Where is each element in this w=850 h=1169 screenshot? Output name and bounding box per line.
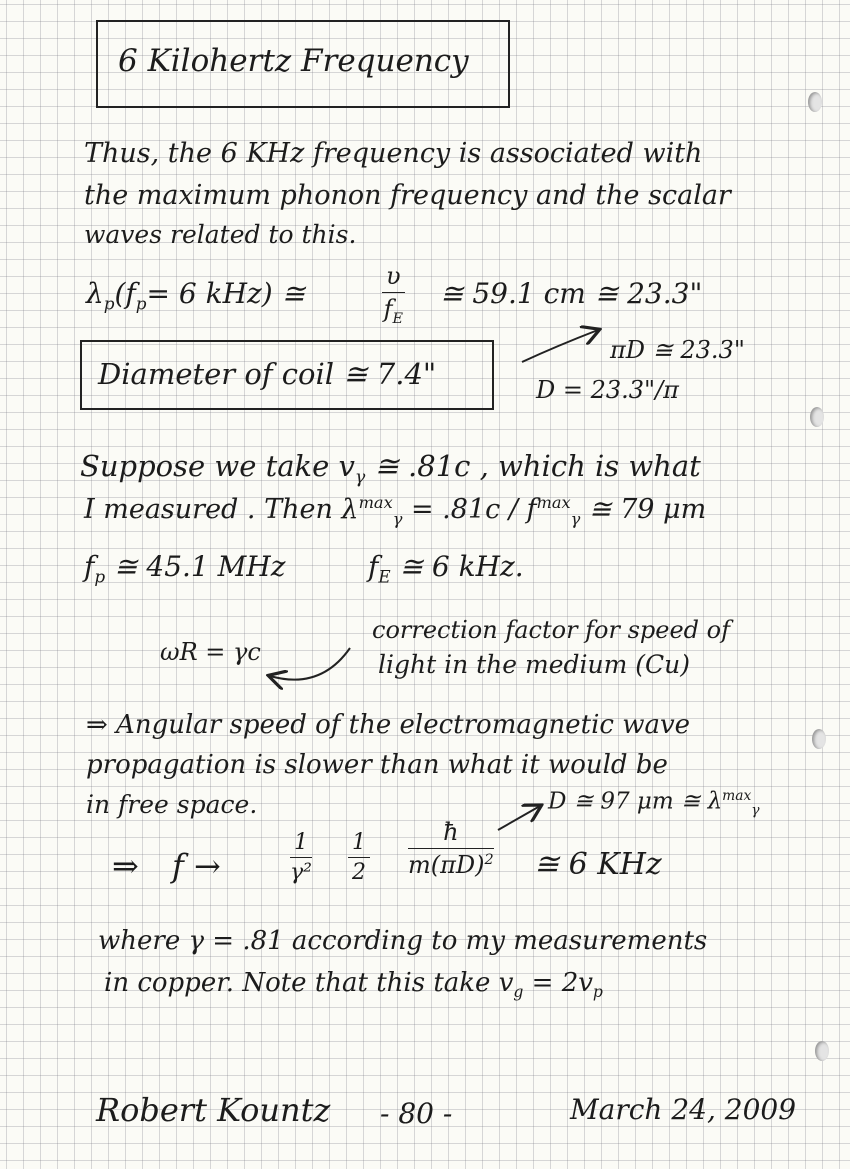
d-note: D ≅ 97 μm ≅ $\lambda^{max}_\gamma$ bbox=[548, 788, 760, 819]
paragraph2-line2: I measured . Then $\lambda^{max}_\gamma = .81c / f^{max}_\gamma$ ≅ 79 μm bbox=[84, 493, 707, 529]
final-eq-frac3: $\frac{ħ}{m(\pi D)^2}$ bbox=[408, 818, 494, 879]
page-number: - 80 - bbox=[380, 1097, 453, 1130]
note-D: D = 23.3"/π bbox=[536, 376, 679, 404]
paragraph1-line2: the maximum phonon frequency and the scalar bbox=[84, 180, 731, 211]
lambda-equation-rhs: ≅ 59.1 cm ≅ 23.3" bbox=[440, 277, 703, 310]
note-piD: πD ≅ 23.3" bbox=[610, 336, 745, 364]
arrow-correction bbox=[270, 648, 350, 680]
omega-equation: ωR = γc bbox=[160, 638, 261, 666]
freq-fp: $f_p$ ≅ 45.1 MHz bbox=[84, 550, 286, 587]
author-signature: Robert Kountz bbox=[96, 1091, 331, 1129]
diameter-text: Diameter of coil ≅ 7.4" bbox=[98, 357, 437, 391]
page-title: 6 Kilohertz Frequency bbox=[118, 43, 469, 79]
final-eq-rhs: ≅ 6 KHz bbox=[534, 847, 662, 882]
paragraph4-line2: in copper. Note that this take $v_g = 2v_p$ bbox=[104, 968, 603, 1002]
correction-note-line2: light in the medium (Cu) bbox=[378, 650, 691, 679]
lambda-equation-lhs: $\lambda_p(f_p= 6$ kHz) ≅ bbox=[86, 277, 306, 314]
paragraph3-line2: propagation is slower than what it would be bbox=[86, 750, 668, 780]
date: March 24, 2009 bbox=[570, 1093, 797, 1126]
arrow-to-D bbox=[498, 806, 540, 830]
final-eq-f: f → bbox=[172, 847, 221, 885]
final-eq-implies: ⇒ bbox=[112, 847, 139, 885]
freq-fe: $f_E$ ≅ 6 kHz. bbox=[368, 550, 524, 587]
lambda-fraction: $\frac{\upsilon}{f_E}$ bbox=[383, 262, 403, 327]
final-eq-frac1: $\frac{1}{\text{γ²}}$ bbox=[290, 830, 312, 885]
correction-note-line1: correction factor for speed of bbox=[372, 616, 731, 644]
paragraph3-line1: ⇒ Angular speed of the electromagnetic wave bbox=[86, 710, 691, 740]
paragraph1-line1: Thus, the 6 KHz frequency is associated with bbox=[84, 138, 703, 169]
paragraph3-line3: in free space. bbox=[86, 790, 258, 819]
paragraph4-line1: where γ = .81 according to my measurements bbox=[98, 926, 708, 956]
arrow-to-piD bbox=[522, 330, 598, 362]
paragraph1-line3: waves related to this. bbox=[84, 220, 357, 249]
paragraph2-line1: Suppose we take $v_\gamma$ ≅ .81c , which is what bbox=[80, 449, 701, 488]
final-eq-frac2: $\frac{1}{2}$ bbox=[348, 830, 370, 885]
